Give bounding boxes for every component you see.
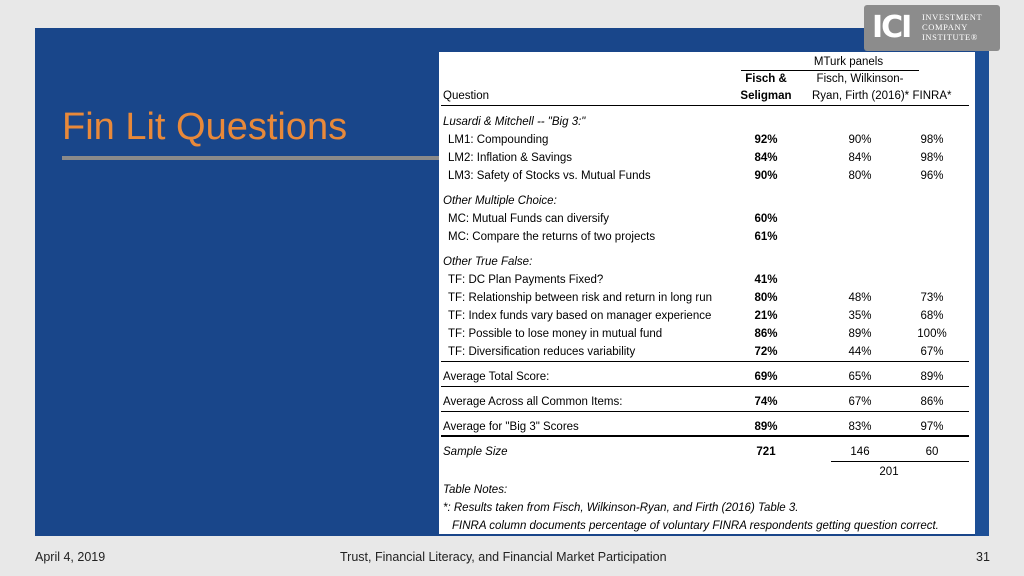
ici-logo-line-1: INVESTMENT [922,12,983,22]
row-question: TF: Relationship between risk and return in long run [448,292,713,304]
summary-label: Average for "Big 3" Scores [443,421,579,433]
sample-rule [831,461,969,462]
row-question: MC: Mutual Funds can diversify [448,213,610,225]
questions-end-rule [441,361,969,362]
summary-fs-value: 69% [754,371,778,383]
ici-logo [864,5,1000,51]
row-question: TF: Diversification reduces variability [448,346,636,358]
summary-end-rule [441,435,969,437]
row-finra-value: 98% [920,152,944,164]
sample-finra-value: 60 [925,446,939,458]
super-header: MTurk panels [813,56,884,68]
row-fs-value: 86% [754,328,778,340]
summary-fs-value: 74% [754,396,778,408]
summary-rule [441,386,969,387]
header-question: Question [443,90,490,102]
row-mt-value: 84% [848,152,872,164]
row-question: LM2: Inflation & Savings [448,152,573,164]
row-fs-value: 90% [754,170,778,182]
slide-title: Fin Lit Questions [62,106,348,148]
row-fs-value: 21% [754,310,778,322]
table-note-line-1: *: Results taken from Fisch, Wilkinson-Ryan, and Firth (2016) Table 3. [443,502,799,514]
row-mt-value: 44% [848,346,872,358]
summary-finra-value: 89% [920,371,944,383]
super-header-rule [741,70,919,71]
row-finra-value: 100% [917,328,947,340]
group-heading: Other Multiple Choice: [443,195,557,207]
row-question: LM1: Compounding [448,134,549,146]
summary-rule [441,411,969,412]
summary-label: Average Total Score: [443,371,550,383]
row-question: MC: Compare the returns of two projects [448,231,656,243]
table-note-line-2: FINRA column documents percentage of voluntary FINRA respondents getting question correct. [452,520,939,532]
row-question: TF: Index funds vary based on manager experience [448,310,712,322]
results-table [439,52,975,534]
sample-fs-value: 721 [756,446,776,458]
footer-title: Trust, Financial Literacy, and Financial Market Participation [340,550,667,564]
header-rule [441,105,969,106]
ici-logo-mark: ICI [872,10,911,45]
row-fs-value: 84% [754,152,778,164]
table-notes-heading: Table Notes: [443,484,508,496]
header-fs-line2: Seligman [740,90,792,102]
row-finra-value: 67% [920,346,944,358]
row-fs-value: 92% [754,134,778,146]
row-finra-value: 73% [920,292,944,304]
sample-mt-value: 146 [850,446,870,458]
ici-logo-line-2: COMPANY [922,22,968,32]
sample-combined-value: 201 [879,466,899,478]
slide-accent-strip [975,50,989,536]
summary-mt-value: 83% [848,421,872,433]
row-fs-value: 72% [754,346,778,358]
row-finra-value: 96% [920,170,944,182]
footer-date: April 4, 2019 [35,550,106,564]
summary-finra-value: 86% [920,396,944,408]
row-fs-value: 61% [754,231,778,243]
row-mt-value: 35% [848,310,872,322]
header-fs-line1: Fisch & [745,73,787,85]
row-fs-value: 80% [754,292,778,304]
row-finra-value: 68% [920,310,944,322]
row-question: LM3: Safety of Stocks vs. Mutual Funds [448,170,651,182]
summary-mt-value: 67% [848,396,872,408]
summary-label: Average Across all Common Items: [443,396,623,408]
header-finra: FINRA* [912,90,952,102]
sample-size-label: Sample Size [443,446,508,458]
title-underline [62,156,442,160]
row-fs-value: 41% [754,274,778,286]
row-finra-value: 98% [920,134,944,146]
header-mt-line1: Fisch, Wilkinson- [816,73,904,85]
summary-fs-value: 89% [754,421,778,433]
row-mt-value: 48% [848,292,872,304]
ici-logo-words [922,12,982,42]
group-heading: Lusardi & Mitchell -- "Big 3:" [443,116,586,128]
row-mt-value: 89% [848,328,872,340]
header-mt-line2: Ryan, Firth (2016)* [812,90,910,102]
row-mt-value: 80% [848,170,872,182]
row-question: TF: DC Plan Payments Fixed? [448,274,604,286]
row-question: TF: Possible to lose money in mutual fund [448,328,663,340]
page-number: 31 [976,550,990,564]
row-mt-value: 90% [848,134,872,146]
summary-finra-value: 97% [920,421,944,433]
row-fs-value: 60% [754,213,778,225]
summary-mt-value: 65% [848,371,872,383]
group-heading: Other True False: [443,256,533,268]
ici-logo-line-3: INSTITUTE® [922,32,978,42]
